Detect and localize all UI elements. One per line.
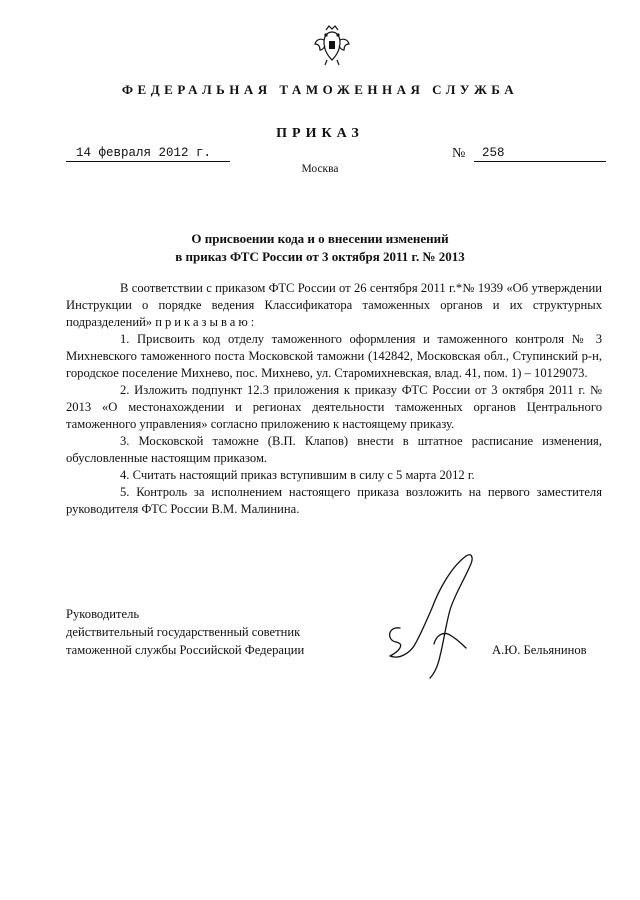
order-item-3: 3. Московской таможне (В.П. Клапов) внести в штатное расписание изменения, обусловленные настоящим приказом. <box>66 434 602 465</box>
preamble-text: В соответствии с приказом ФТС России от 26 сентября 2011 г.*№ 1939 «Об утверждении Инструкции о порядке ведения Классификатора таможенных органов и их структурных подразделений» <box>66 281 602 329</box>
order-item-4: 4. Считать настоящий приказ вступившим в силу с 5 марта 2012 г. <box>120 468 475 482</box>
order-item-5: 5. Контроль за исполнением настоящего приказа возложить на первого заместителя руководителя ФТС России В.М. Малинина. <box>66 485 602 516</box>
handwritten-signature <box>370 548 500 680</box>
signer-position <box>66 605 304 659</box>
number-sign: № <box>452 146 466 161</box>
document-type: ПРИКАЗ <box>276 126 364 141</box>
signer-name: А.Ю. Бельянинов <box>492 643 587 657</box>
preamble-paragraph <box>66 280 602 331</box>
order-item-1: 1. Присвоить код отделу таможенного оформления и таможенного контроля № 3 Михневского таможенного поста Московской таможни (142842, Московская обл., Ступинский р-н, городское поселение Михнево, пос. Михнево, ул. Старомихневская, влад. 41, пом. 1) – 10129073. <box>66 332 602 380</box>
decree-word: приказываю: <box>155 315 258 329</box>
order-body <box>66 280 602 518</box>
city: Москва <box>301 163 339 175</box>
coat-of-arms-icon <box>312 24 352 68</box>
title-line-1: О присвоении кода и о внесении изменений <box>191 231 449 246</box>
order-number: 258 <box>474 146 606 162</box>
agency-name: ФЕДЕРАЛЬНАЯ ТАМОЖЕННАЯ СЛУЖБА <box>121 82 519 97</box>
order-item-2: 2. Изложить подпункт 12.3 приложения к приказу ФТС России от 3 октября 2011 г. № 2013 «О местонахождении и регионах деятельности таможенных органов Центрального таможенного управления» согласно приложению к настоящему приказу. <box>66 383 602 431</box>
order-title <box>0 230 640 266</box>
order-date: 14 февраля 2012 г. <box>66 146 230 162</box>
title-line-2: в приказ ФТС России от 3 октября 2011 г. № 2013 <box>175 249 465 264</box>
signer-position-line-3: таможенной службы Российской Федерации <box>66 643 305 657</box>
signer-position-line-2: действительный государственный советник <box>66 625 301 639</box>
signer-position-line-1: Руководитель <box>66 607 140 621</box>
